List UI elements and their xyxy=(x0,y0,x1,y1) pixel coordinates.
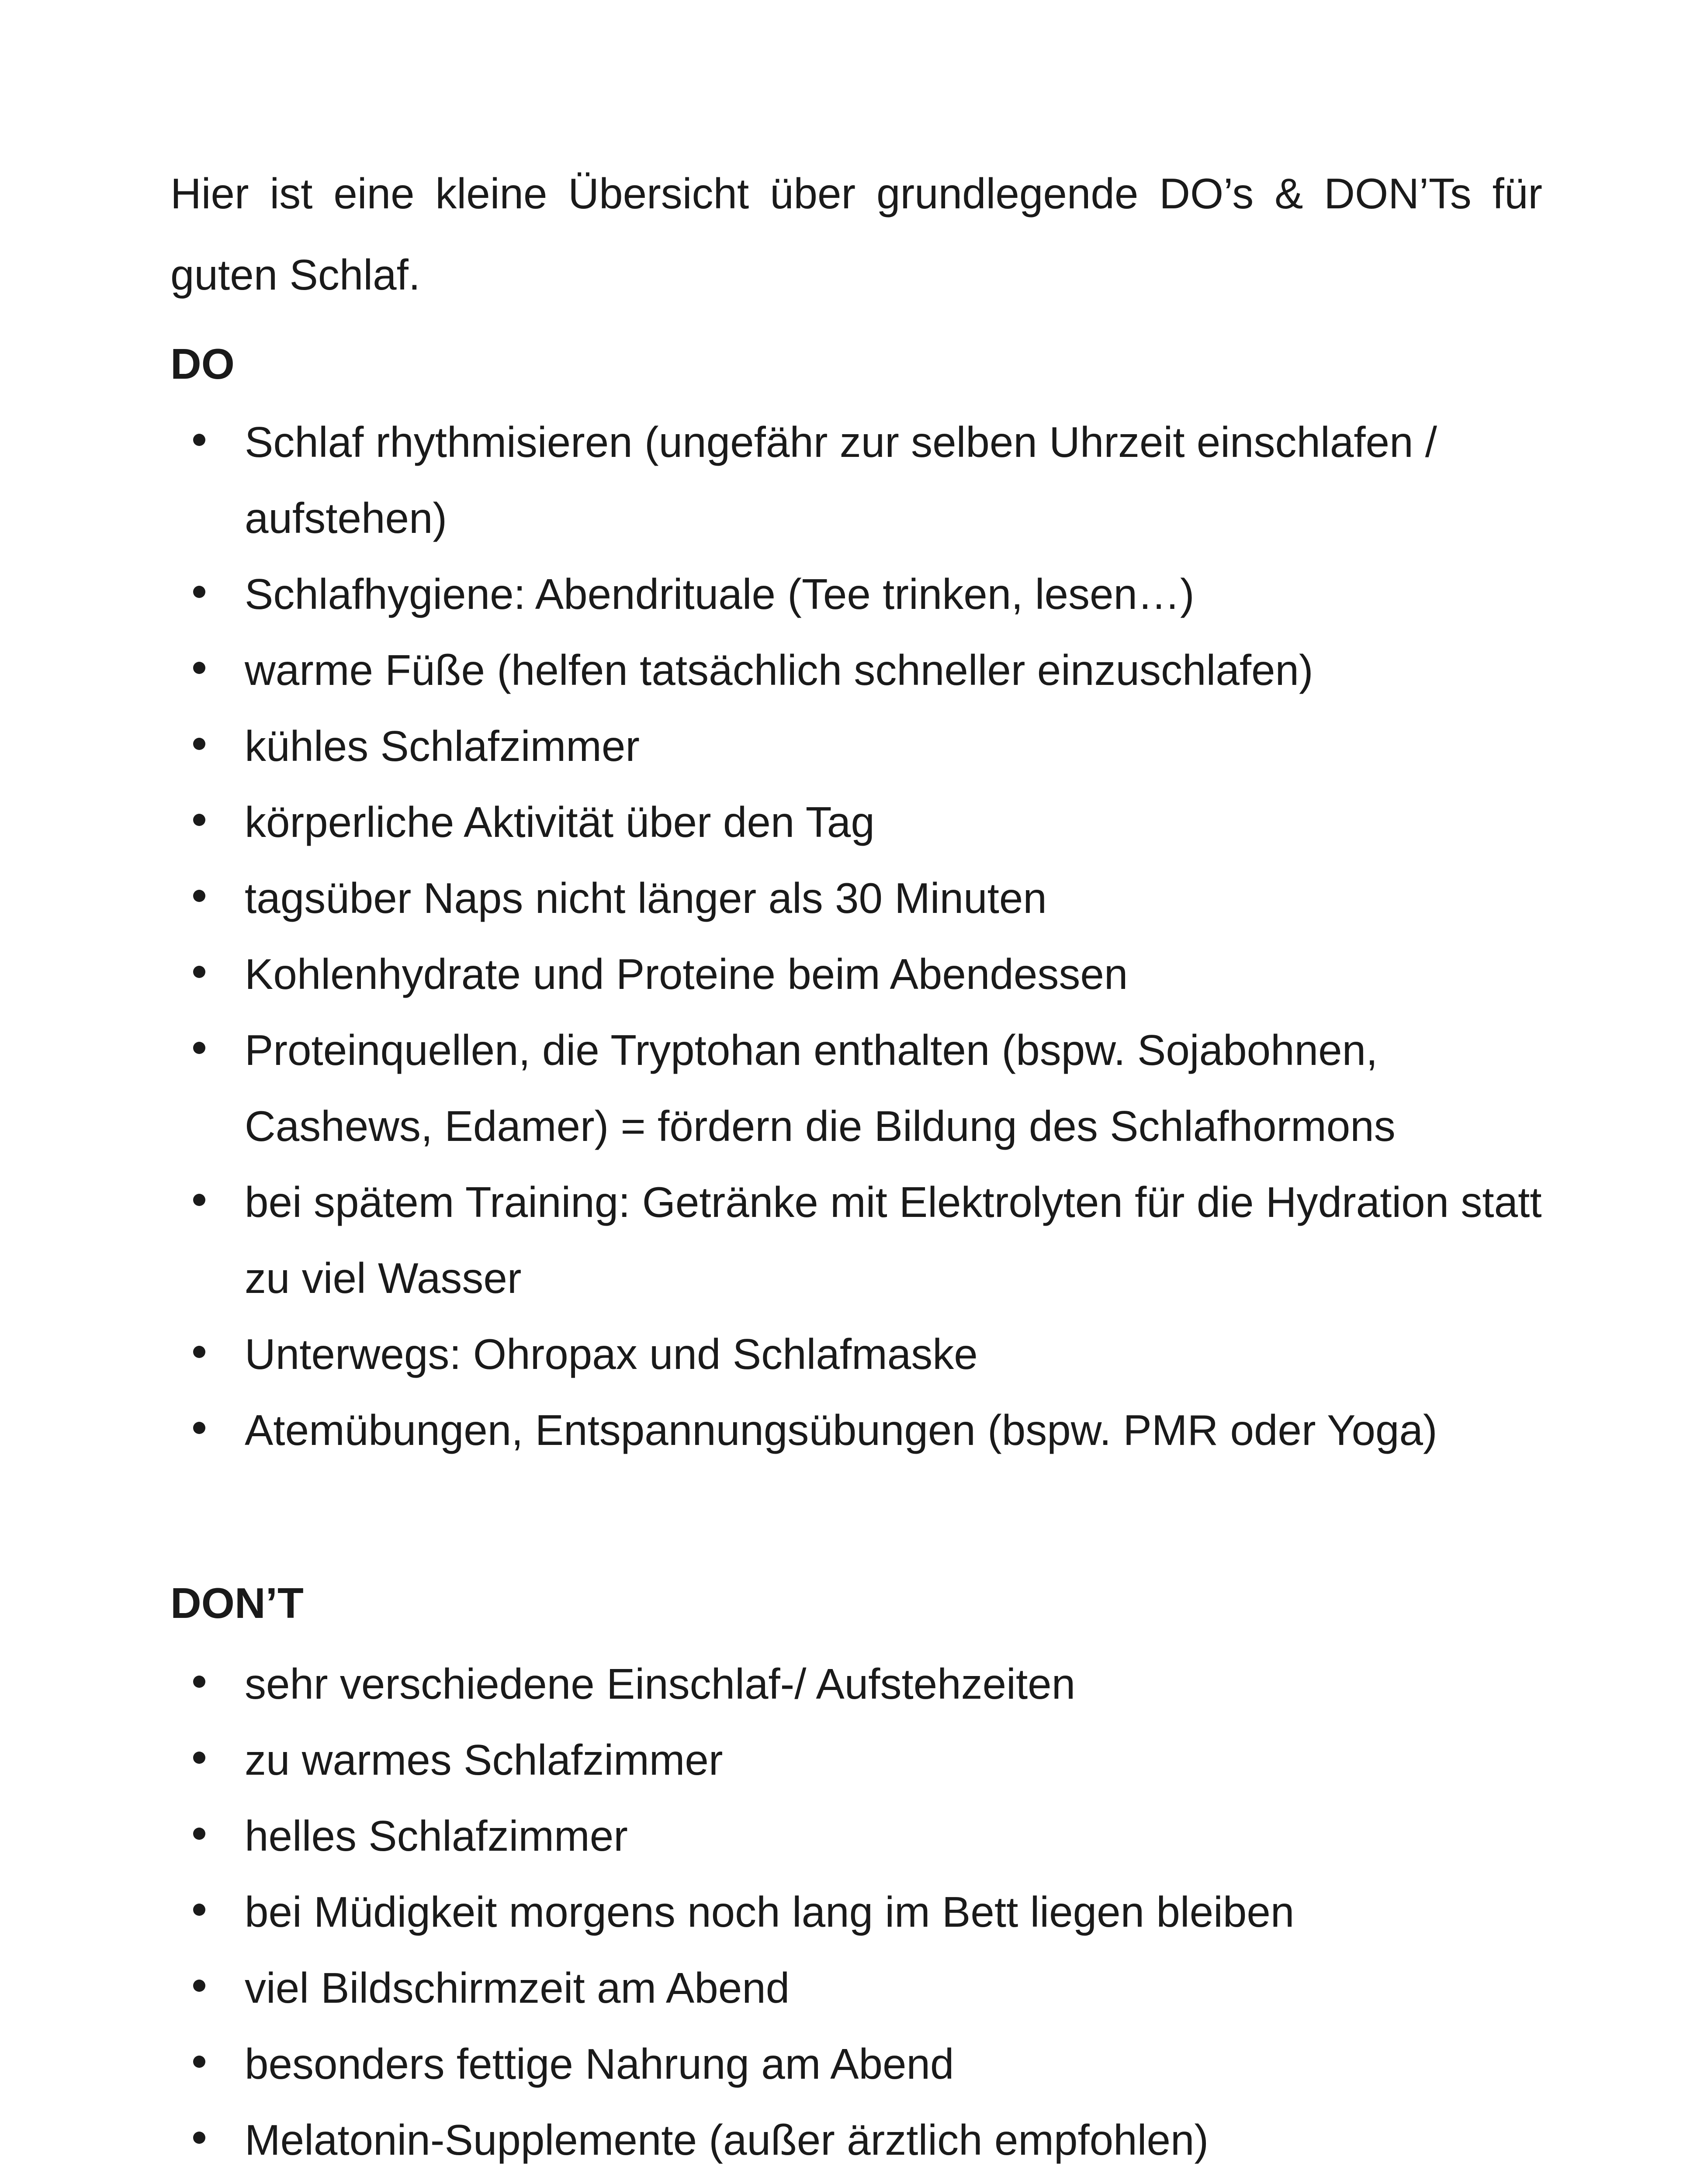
bullet-icon xyxy=(193,2056,205,2068)
dont-list-item xyxy=(170,2102,1547,2178)
bullet-icon xyxy=(193,662,205,674)
dont-list-item xyxy=(170,1646,1547,1722)
do-item-text: Proteinquellen, die Tryptohan enthalten (bspw. Sojabohnen, Cashews, Edamer) = fördern die Bildung des Schlafhormons xyxy=(245,1026,1396,1150)
dont-list-item xyxy=(170,2026,1547,2102)
do-heading: DO xyxy=(170,340,235,388)
do-item-text: Atemübungen, Entspannungsübungen (bspw. PMR oder Yoga) xyxy=(245,1406,1437,1454)
bullet-icon xyxy=(193,434,205,446)
bullet-icon xyxy=(193,1676,205,1688)
do-list xyxy=(170,404,1547,1468)
do-list-item xyxy=(170,1012,1547,1164)
bullet-icon xyxy=(193,2132,205,2144)
dont-item-text: helles Schlafzimmer xyxy=(245,1812,628,1860)
dont-item-text: viel Bildschirmzeit am Abend xyxy=(245,1964,790,2012)
dont-item-text: bei Müdigkeit morgens noch lang im Bett liegen bleiben xyxy=(245,1888,1295,1936)
bullet-icon xyxy=(193,738,205,750)
intro-paragraph: Hier ist eine kleine Übersicht über grundlegende DO’s & DON’Ts für guten Schlaf. xyxy=(170,169,1542,299)
bullet-icon xyxy=(193,1752,205,1764)
do-list-item xyxy=(170,1164,1547,1316)
bullet-icon xyxy=(193,890,205,902)
bullet-icon xyxy=(193,1828,205,1840)
do-item-text: warme Füße (helfen tatsächlich schneller einzuschlafen) xyxy=(245,646,1313,694)
dont-item-text: Melatonin-Supplemente (außer ärztlich empfohlen) xyxy=(245,2116,1209,2164)
dont-list-item xyxy=(170,1722,1547,1798)
do-list-item xyxy=(170,632,1547,708)
do-item-text: körperliche Aktivität über den Tag xyxy=(245,798,875,846)
dont-item-text: sehr verschiedene Einschlaf-/ Aufstehzeiten xyxy=(245,1660,1076,1708)
dont-list-item xyxy=(170,1950,1547,2026)
dont-item-text: zu warmes Schlafzimmer xyxy=(245,1736,723,1784)
do-list-item xyxy=(170,860,1547,936)
do-item-text: kühles Schlafzimmer xyxy=(245,722,640,770)
do-item-text: Unterwegs: Ohropax und Schlafmaske xyxy=(245,1330,978,1378)
dont-list xyxy=(170,1646,1547,2178)
dont-item-text: besonders fettige Nahrung am Abend xyxy=(245,2040,954,2088)
do-item-text: Schlafhygiene: Abendrituale (Tee trinken, lesen…) xyxy=(245,570,1195,618)
bullet-icon xyxy=(193,1194,205,1206)
dont-list-item xyxy=(170,1798,1547,1874)
do-list-item xyxy=(170,1392,1547,1468)
bullet-icon xyxy=(193,1904,205,1916)
do-item-text: bei spätem Training: Getränke mit Elektrolyten für die Hydration statt zu viel Wasser xyxy=(245,1178,1542,1302)
bullet-icon xyxy=(193,966,205,978)
do-list-item xyxy=(170,1316,1547,1392)
bullet-icon xyxy=(193,586,205,598)
bullet-icon xyxy=(193,1346,205,1358)
bullet-icon xyxy=(193,1980,205,1992)
do-list-item xyxy=(170,936,1547,1012)
do-item-text: Schlaf rhythmisieren (ungefähr zur selben Uhrzeit einschlafen / aufstehen) xyxy=(245,418,1437,542)
bullet-icon xyxy=(193,814,205,826)
do-item-text: tagsüber Naps nicht länger als 30 Minuten xyxy=(245,874,1047,922)
bullet-icon xyxy=(193,1042,205,1054)
do-list-item xyxy=(170,556,1547,632)
dont-heading: DON’T xyxy=(170,1579,304,1627)
do-item-text: Kohlenhydrate und Proteine beim Abendessen xyxy=(245,950,1128,998)
do-list-item xyxy=(170,708,1547,784)
do-list-item xyxy=(170,404,1547,556)
do-list-item xyxy=(170,784,1547,860)
bullet-icon xyxy=(193,1422,205,1434)
dont-list-item xyxy=(170,1874,1547,1950)
